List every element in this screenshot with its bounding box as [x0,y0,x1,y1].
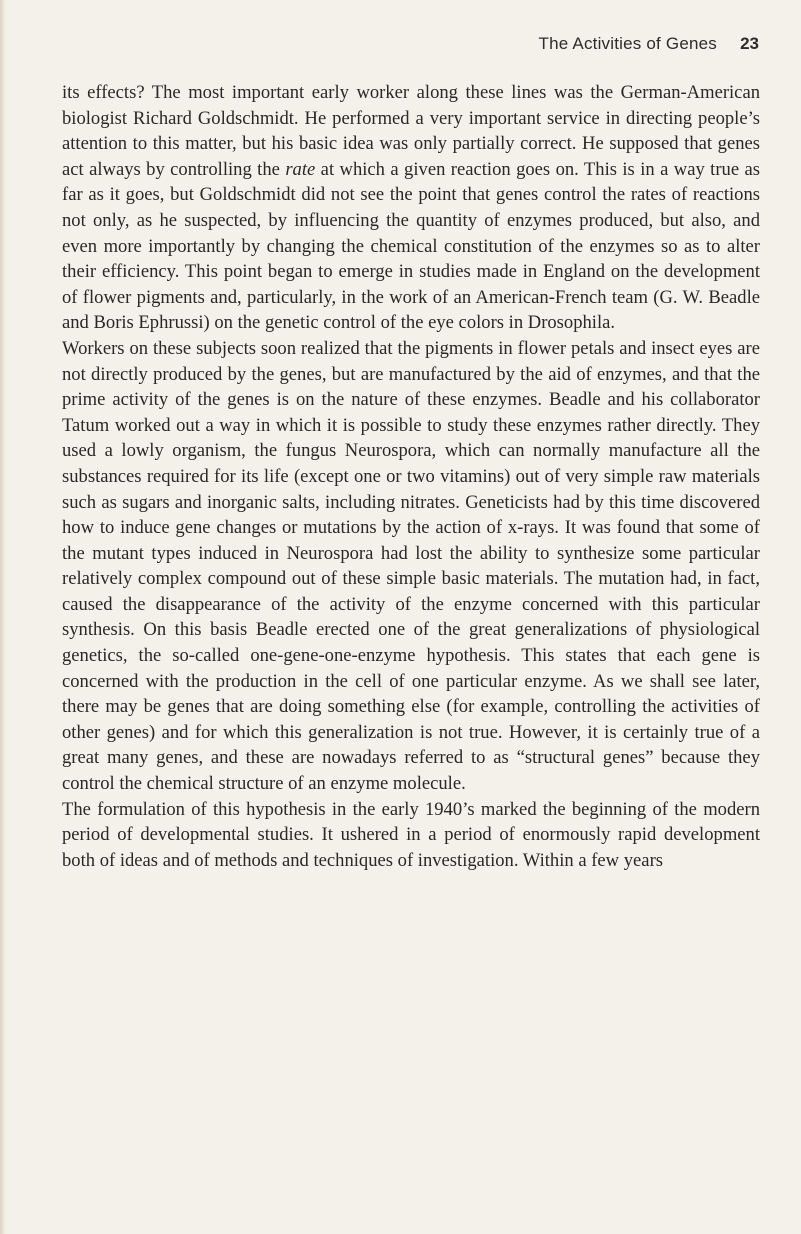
rate-emphasis: rate [285,158,316,180]
page-edge-shadow [0,0,6,1234]
paragraph-1-part-1: its effects? The most important early worker along these lines was the German-American biologist Richard Goldschmidt. He performed a very important service in directing people’s attention to this matter, but his basic idea was only partially correct. He supposed that genes act always by controlling the [62,82,760,180]
running-head [0,20,801,60]
paragraph-1 [62,80,760,336]
paragraph-2: Workers on these subjects soon realized that the pigments in flower petals and insect eyes are not directly produced by the genes, but are manufactured by the aid of enzymes, and that the prime activity of the genes is on the nature of these enzymes. Beadle and his collaborator Tatum worked out a way in which it is possible to study these enzymes rather directly. They used a lowly organism, the fungus Neurospora, which can normally manufacture all the substances required for its life (except one or two vitamins) out of very simple raw materials such as sugars and inorganic salts, including nitrates. Geneticists had by this time discovered how to induce gene changes or mutations by the action of x-rays. It was found that some of the mutant types induced in Neurospora had lost the ability to synthesize some particular relatively complex compound out of these simple basic materials. The mutation had, in fact, caused the disappearance of the activity of the enzyme concerned with this particular synthesis. On this basis Beadle erected one of the great generalizations of physiological genetics, the so-called one-gene-one-enzyme hypothesis. This states that each gene is concerned with the production in the cell of one particular enzyme. As we shall see later, there may be genes that are doing something else (for example, controlling the activities of other genes) and for which this generalization is not true. However, it is certainly true of a great many genes, and these are nowadays referred to as “structural genes” because they control the chemical structure of an enzyme molecule. [62,337,760,795]
paragraph-3: The formulation of this hypothesis in the early 1940’s marked the beginning of the modern period of developmental studies. It ushered in a period of enormously rapid development both of ideas and of methods and techniques of investigation. Within a few years [62,798,760,871]
paragraph-1-part-3: at which a given reaction goes on. This is in a way true as far as it goes, but Goldschmidt did not see the point that genes control the rates of reactions not only, as he suspected, by influencing the quantity of enzymes produced, but also, and even more importantly by changing the chemical constitution of the enzymes so as to alter their efficiency. This point began to emerge in studies made in England on the development of flower pigments and, particularly, in the work of an American-French team (G. W. Beadle and Boris Ephrussi) on the genetic control of the eye colors in Drosophila. [62,158,760,334]
running-title: The Activities of Genes [538,34,717,53]
body-text [62,80,760,873]
page-number: 23 [740,34,759,53]
